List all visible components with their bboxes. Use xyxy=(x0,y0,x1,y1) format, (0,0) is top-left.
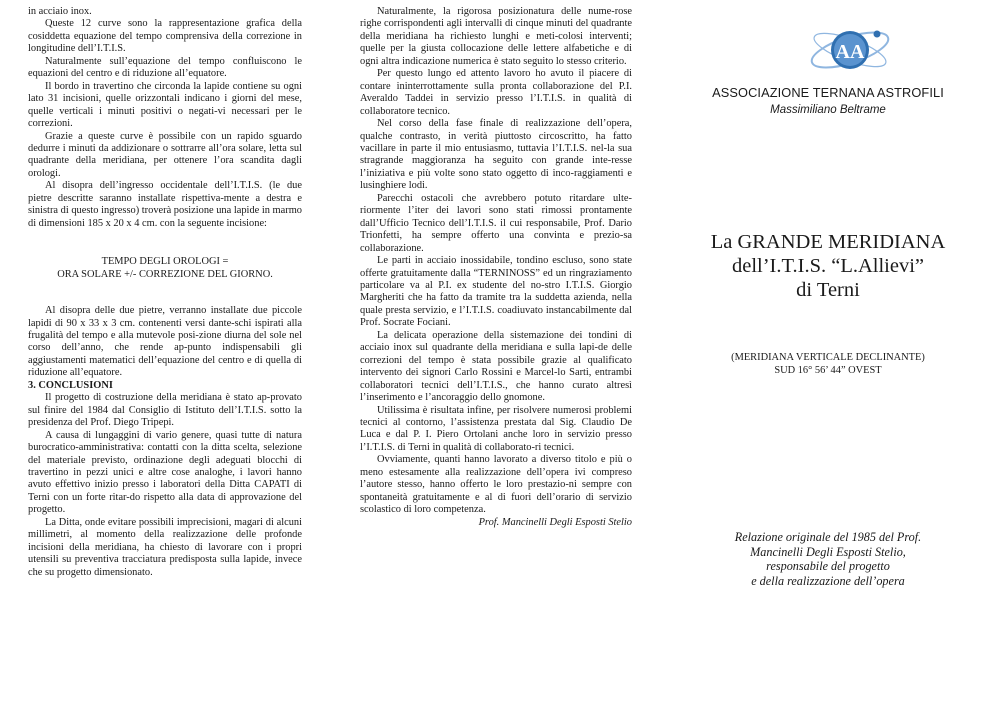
inscription xyxy=(28,256,302,281)
credit-line: Mancinelli Degli Esposti Stelio, xyxy=(750,544,906,559)
paragraph: La delicata operazione della sistemazione dei tondini di acciaio inox sul quadrante della meridiana e sulla lapi-de delle correzioni del tempo è stata possibile grazie al qualificato intervento dei signori Carlo Rossini e Marcel-lo Sarti, entrambi collaboratori tecnici dell’I.T.I.S., che hanno curato altresì l’inserimento e l’ancoraggio dello gnomone. xyxy=(360,329,632,404)
svg-text:AA: AA xyxy=(835,41,865,63)
paragraph: Naturalmente sull’equazione del tempo confluiscono le equazioni del centro e di riduzione all’equatore. xyxy=(28,55,302,80)
paragraph: A causa di lungaggini di vario genere, quasi tutte di natura burocratico-amministrativa: contatti con la ditta scelta, selezione del materiale previsto, ordinazione degli adeguati blocchi di travertino in pezzi unici e altre cose analoghe, i lavori hanno avuto effettivo inizio presso i laboratori della Ditta CAPATI di Terni con un forte ritar-do rispetto alla data di approvazione del progetto. xyxy=(28,429,302,516)
paragraph: Ovviamente, quanti hanno lavorato a diverso titolo e più o meno estesamente alla realizzazione dell’opera ivi compreso l’autore stesso, hanno offerto le loro prestazio-ni sempre con spontaneità gratuitamente e al di fuori dell’orario di servizio scolastico di loro competenza. xyxy=(360,454,632,516)
report-credit xyxy=(680,530,976,588)
paragraph: Parecchi ostacoli che avrebbero potuto ritardare ulte-riormente l’iter dei lavori sono stati rimossi prontamente dall’Ufficio Tecnico dell’I.T.I.S. il cui responsabile, Prof. Dario Trionfetti, ha sempre offerto una convinta e prezio-sa collaborazione. xyxy=(360,192,632,254)
paragraph: Al disopra dell’ingresso occidentale dell’I.T.I.S. (le due pietre descritte saranno installate rispettiva-mente a destra e sinistra di questo ingresso) troverà posizione una lapide in marmo di dimensioni 185 x 20 x 4 cm. con la seguente incisione: xyxy=(28,180,302,229)
paragraph: Le parti in acciaio inossidabile, tondino escluso, sono state offerte gratuitamente dalla “TERNINOSS” ed un ringraziamento particolare va al P.I. ex studente del no-stro I.T.I.S. Giorgio Margheriti che ha fatto da tramite tra la suddetta azienda, nella quale presta servizio, e l’I.T.I.S. coadiuvato instancabilmente dal Prof. Socrate Fociani. xyxy=(360,255,632,329)
paragraph: Il progetto di costruzione della meridiana è stato ap-provato sul finire del 1984 dal Consiglio di Istituto dell’I.T.I.S. sotto la presidenza del Prof. Diego Tripepi. xyxy=(28,392,302,429)
signature: Prof. Mancinelli Degli Esposti Stelio xyxy=(478,516,632,528)
credit-line: Relazione originale del 1985 del Prof. xyxy=(734,530,922,544)
inscription-line: ORA SOLARE +/- CORREZIONE DEL GIORNO. xyxy=(57,268,273,280)
paragraph: Per questo lungo ed attento lavoro ho avuto il piacere di contare ininterrottamente sulla pronta collaborazione del P.I. Averaldo Taddei in servizio presso l’I.T.I.S. in qualità di collaboratore tecnico. xyxy=(360,68,632,117)
paragraph: in acciaio inox. xyxy=(28,6,92,17)
column-middle xyxy=(360,6,632,529)
section-heading: 3. CONCLUSIONI xyxy=(28,379,113,391)
document-subtitle xyxy=(680,352,976,377)
association-person: Massimiliano Beltrame xyxy=(770,104,886,116)
paragraph: Al disopra delle due pietre, verranno installate due piccole lapidi di 90 x 33 x 3 cm. contenenti versi dante-schi ispirati alla frugalità del tempo e alla mutevole posi-zione diurna del sole nel corso dell’anno, che rende ap-punto indispensabili gli aggiustamenti matematici dell’equazione del centro e di quella di riduzione all’equatore. xyxy=(28,305,302,379)
document-title xyxy=(680,230,976,302)
column-left xyxy=(28,6,302,579)
title-line: La GRANDE MERIDIANA xyxy=(710,231,946,253)
paragraph: Utilissima è risultata infine, per risolvere numerosi problemi tecnici al contorno, l’assistenza prestata dal Sig. Claudio De Luca e dal P. I. Piero Ortolani anche loro in servizio presso l’I.T.I.S. di Terni in qualità di collaborato-ri tecnici. xyxy=(360,404,632,453)
paragraph: Naturalmente, la rigorosa posizionatura delle nume-rose righe corrispondenti agli intervalli di cinque minuti del quadrante della meridiana ha richiesto lunghi e meti-colosi interventi; quelle per la giusta collocazione delle lettere alfabetiche e di ogni altra indicazione numerica è stato seguito lo stesso criterio. xyxy=(360,6,632,67)
paragraph: Grazie a queste curve è possibile con un rapido sguardo dedurre i minuti da addizionare o sottrarre all’ora solare, letta sul quadrante della meridiana, per ottenere l’ora scandita dagli orologi. xyxy=(28,130,302,179)
paragraph: Nel corso della fase finale di realizzazione dell’opera, qualche contrasto, in verità piuttosto circoscritto, ha fatto vacillare in parte il mio entusiasmo, tuttavia l’I.T.I.S. nel-la sua stragrande maggioranza ha seguito con grande inte-resse l’iniziativa e più volte sono stato oggetto di inco-raggiamenti e lusinghiere lodi. xyxy=(360,118,632,192)
association-name: ASSOCIAZIONE TERNANA ASTROFILI xyxy=(712,85,944,100)
paragraph: Il bordo in travertino che circonda la lapide contiene su ogni lato 31 incisioni, quelle orizzontali indicano i giorni del mese, quelle verticali i minuti positivi o negati-vi necessari per le correzioni. xyxy=(28,80,302,130)
paragraph: Queste 12 curve sono la rappresentazione grafica della cosiddetta equazione del tempo comprensiva della correzione in longitudine dell’I.T.I.S. xyxy=(28,18,302,55)
credit-line: responsabile del progetto xyxy=(766,559,890,574)
subtitle-line: SUD 16° 56’ 44” OVEST xyxy=(774,364,882,376)
subtitle-line: (MERIDIANA VERTICALE DECLINANTE) xyxy=(731,352,925,363)
title-line: dell’I.T.I.S. “L.Allievi” xyxy=(731,255,925,277)
title-line: di Terni xyxy=(796,279,860,301)
paragraph: La Ditta, onde evitare possibili imprecisioni, magari di alcuni millimetri, al momento della realizzazione delle profonde incisioni della meridiana, ha chiesto di lavorare con i propri utensili su preventiva tracciatura predisposta sulla lapide, invece che su progetto dimensionato. xyxy=(28,516,302,578)
association-logo xyxy=(805,20,895,80)
inscription-line: TEMPO DEGLI OROLOGI = xyxy=(101,256,229,268)
credit-line: e della realizzazione dell’opera xyxy=(751,573,905,588)
